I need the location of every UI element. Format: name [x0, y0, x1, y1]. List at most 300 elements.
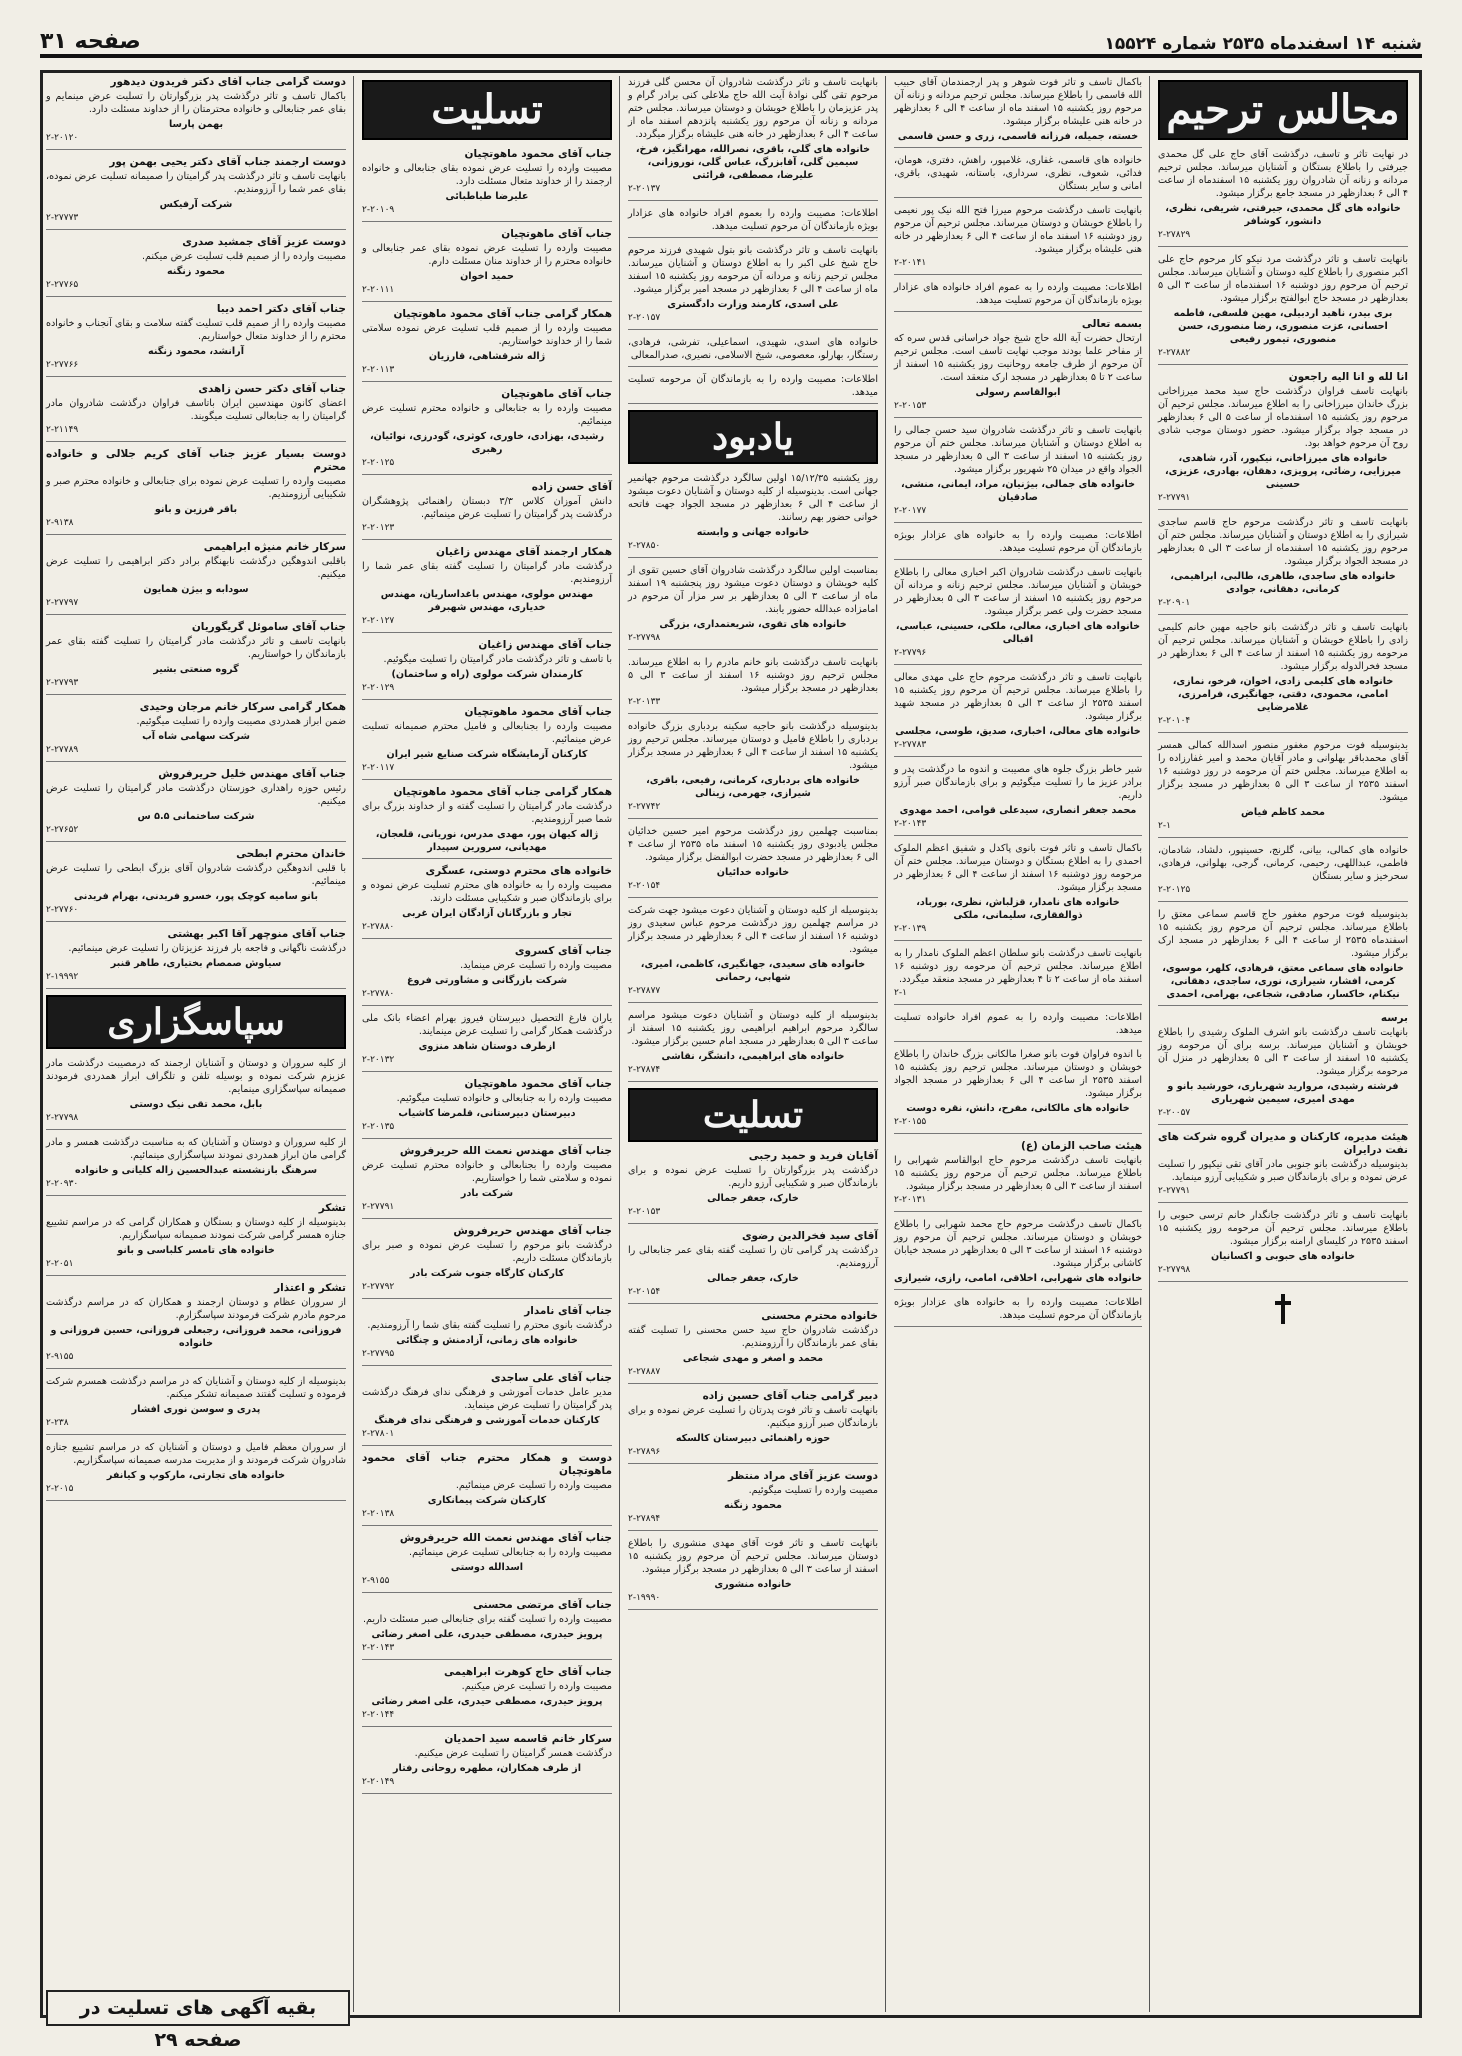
notice-signature: خانواده های ابراهیمی، دانشگر، نقاشی [661, 1051, 845, 1062]
notice-body: بانهایت تاسف و تاثر درگذشت بانو حاجیه مهین خانم کلیمی زادی را باطلاع خویشان و آشنایان میرساند. مجلس ترحیم آن مرحومه روز یکشنبه ۱۵ اسفند از ساعت ۴ الی ۶ بعدازظهر در مسجد فخرالدوله برگزار میشود. [1158, 622, 1409, 672]
notice [628, 1310, 878, 1384]
notice-title: جناب آقای مهندس زاغیان [478, 639, 612, 651]
notice-code: ۲-۲۷۸۹۴ [628, 1514, 661, 1524]
notice-code: ۲-۲۷۷۹۷ [46, 598, 79, 608]
notice-signature: ژاله شرقشاهی، قارزیان [428, 351, 546, 362]
issue-date: شنبه ۱۴ اسفندماه ۲۵۳۵ شماره ۱۵۵۲۴ [1104, 34, 1422, 54]
notice-code: ۲-۲۰۱۴۹ [362, 1777, 395, 1787]
notice-body: مدیر عامل خدمات آموزشی و فرهنگی ندای فرهنگ درگذشت پدر گرامیتان را تسلیت عرض مینماید. [362, 1387, 612, 1411]
notice-code: ۲-۲۰۱۳۱ [894, 1195, 927, 1205]
notice [362, 1372, 612, 1446]
notice [362, 1666, 612, 1727]
notice-body: اطلاعات: مصیبت وارده را به خانواده های عزادار بویژه بازماندگان آن مرحوم تسلیت میدهد. [894, 530, 1142, 554]
notice [628, 76, 878, 201]
notice-signature: اسدالله دوستی [450, 1562, 524, 1573]
notice [1158, 148, 1408, 247]
notice-body: بانهایت تاسف و تاثر درگذشت بانو بتول شهیدی فرزند مرحوم حاج شیخ علی اکبر را به اطلاع دوستان و آشنایان میرساند. مجلس ترحیم زنانه و مردانه آن مرحومه روز یکشنبه ۱۵ اسفند ماه از ساعت ۴ الی ۶ بعدازظهر در مسجد امیر برگزار میشود. [628, 245, 878, 295]
notice-code: ۲-۲۷۷۶۰ [46, 905, 79, 915]
notice-body: درگذشت پدر بزرگوارتان را تسلیت عرض نموده و برای بازماندگان صبر و شکیبایی آرزو داریم. [628, 1165, 878, 1189]
notice [894, 424, 1142, 523]
notice [46, 76, 346, 150]
notice-signature: خانواده های تجارتی، مارکوپ و کیانفر [106, 1470, 286, 1481]
notice-code: ۲-۲۷۸۸۲ [1158, 348, 1191, 358]
notice-signature: سرهنگ بازنشسته عبدالحسین زاله کلیانی و خانواده [74, 1165, 318, 1176]
notice-code: ۲-۲۷۸۹۶ [628, 1447, 661, 1457]
notice-signature: محمد جعفر انصاری، سیدعلی قوامی، احمد مهدوی [899, 805, 1137, 816]
notice-signature: خانواده های بردباری، کرمانی، رفیعی، باقری، شیرازی، جهرمی، زینالی [646, 775, 860, 799]
notice-signature: بابل، محمد تقی نیک دوستی [129, 1099, 263, 1110]
notice-signature: از طرف همکاران، مطهره روحانی رفتار [393, 1763, 581, 1774]
notice-body: بانهایت تاسف درگذشت شادروان اکبر اخباری معالی را باطلاع خویشان و آشنایان میرساند. مجلس ترحیم زنانه و مردانه آن مرحوم روز یکشنبه ۱۵ اسفند از ساعت ۳ الی ۵ بعدازظهر در مسجد حضرت ولی عصر برگزار میشود. [894, 567, 1142, 617]
notice-code: ۲-۲۷۷۸۹ [46, 745, 79, 755]
notice [628, 1537, 878, 1610]
notice-signature: سودابه و بیژن همایون [143, 584, 249, 595]
notice [894, 204, 1142, 275]
notice [362, 1012, 612, 1072]
notice-code: ۲-۹۱۳۸ [46, 518, 74, 528]
notice-code: ۲-۲۷۸۷۴ [628, 1065, 661, 1075]
notice-code: ۲-۲۷۷۴۲ [628, 802, 661, 812]
notice-body: بدینوسیله درگذشت بانو حاجیه سکینه بردباری بزرگ خانواده بردباری را باطلاع فامیل و دوستان میرساند. مجلس ترحیم روز یکشنبه ۱۵ اسفند از ساعت ۴ الی ۶ بعدازظهر در مسجد برگزار میشود. [628, 721, 878, 771]
notice-code: ۲-۲۰۱۳۸ [362, 1509, 395, 1519]
notice-code: ۲-۲۷۸۲۹ [1158, 230, 1191, 240]
notice-code: ۲-۲۷۷۹۳ [46, 678, 79, 688]
notice-body: شیر خاطر بزرگ جلوه های مصیبت و اندوه ما درگذشت پدر و برادر عزیز ما را تسلیت میگوئیم و برای بازماندگان صبر آرزو داریم. [894, 764, 1142, 801]
notice-body: بانهایت تاسف و تاثر درگذشت مرد نیکو کار مرحوم حاج علی اکبر منصوری را باطلاع کلیه دوستان و آشنایان میرساند. مجلس ترحیم آن مرحوم روز دوشنبه ۱۶ اسفندماه از ساعت ۳ الی ۵ بعدازظهر در مسجد حاج ابوالفتح برگزار میشود. [1158, 254, 1408, 304]
notice-code: ۲-۲۰۱۵۷ [628, 313, 661, 323]
notice-title: جناب آقای حاج کوهرت ابراهیمی [443, 1666, 612, 1678]
notice-title: همکار ارجمند آقای مهندس زاغیان [436, 546, 612, 558]
notice-title: هیئت صاحب الزمان (ع) [1021, 1140, 1142, 1152]
notice-title: دوست عزیز آقای مراد منتظر [727, 1470, 878, 1482]
notice-signature: فرشته رشیدی، مروارید شهریاری، خورشید بانو و مهدی امیری، سیمین شهریاری [1167, 1081, 1399, 1105]
notice [1158, 516, 1408, 615]
notice-signature: ژاله کیهان پور، مهدی مدرس، نوریانی، قلعجان، مهدیانی، سرورین سپیدار [375, 829, 599, 853]
banner-yadbud: یادبود [628, 410, 878, 464]
notice [894, 763, 1142, 836]
notice-title: همکار گرامی سرکار خانم مرجان وحیدی [139, 701, 346, 713]
notice-body: در نهایت تاثر و تاسف، درگذشت آقای حاج علی گل محمدی جیرفتی را باطلاع بستگان و آشنایان میرساند. مجلس ترحیم مردانه و زنانه آن شادروان روز یکشنبه ۱۵ اسفندماه از ساعت ۴ الی ۶ بعدازظهر در مسجد جامع برگزار میشود. [1158, 149, 1408, 199]
notice [894, 1011, 1142, 1042]
notice-body: اطلاعات: مصیبت وارده را بعموم افراد خانواده های عزادار بویژه بازماندگان آن مرحوم تسلیت میدهد. [628, 208, 878, 232]
notice-body: مصیبت وارده را از صمیم قلب تسلیت گفته سلامت و بقای آنجناب و خانواده محترم را از خداوند متعال خواستاریم. [46, 318, 346, 342]
notice-code: ۲-۲۷۶۵۲ [46, 825, 79, 835]
notice [362, 706, 612, 780]
notice-signature: بری بیدر، ناهید اردبیلی، مهین فلسفی، فاطمه احسانی، عزت منصوری، رضا منصوری، حسن منصوری، تیمور رفیعی [1173, 308, 1393, 345]
notice-body: بدینوسیله فوت مرحوم مغفور منصور اسدالله کمالی همسر آقای محمدباقر بهلوانی و مادر آقایان محمد و امیر غفارزاده را به اطلاع میرساند. مجلس ختم آن مرحومه در روز دوشنبه ۱۶ اسفند ۲۵۳۵ از ساعت ۳ الی ۵ بعدازظهر در مسجد برگزار میشود. [1158, 740, 1408, 803]
notice-body: یاران فارغ التحصیل دبیرستان فیروز بهرام اعضاء بانک ملی درگذشت همکار گرامی را تسلیت عرض مینمایند. [362, 1013, 612, 1037]
notice-body: با اندوه فراوان فوت بانو صغرا مالکانی بزرگ خاندان را باطلاع خویشان و دوستان میرساند. مجلس ترحیم روز یکشنبه ۱۵ اسفند ۲۵۳۵ از ساعت ۴ الی ۶ بعدازظهر در مسجد الجواد برگزار میشود. [894, 1049, 1142, 1099]
notice-title: جناب آقای ماهوتچیان [501, 388, 612, 400]
notice [362, 1305, 612, 1366]
notice-code: ۲-۲۰۱۵۳ [628, 1207, 661, 1217]
notice [362, 546, 612, 633]
notice-body: درگذشت همسر گرامیتان را تسلیت عرض میکنیم. [414, 1748, 612, 1759]
notice-body: مصیبت وارده را بجنابعالی و فامیل محترم صمیمانه تسلیت عرض مینمائیم. [362, 721, 612, 745]
banner-tasliyat: تسلیت [362, 80, 612, 140]
notice [628, 336, 878, 367]
notice [628, 564, 878, 650]
notice-code: ۲-۲۷۷۹۸ [628, 633, 661, 643]
notice-signature: محمود زنگنه [166, 266, 225, 277]
notice [362, 308, 612, 382]
notice-body: مصیبت وارده را تسلیت عرض مینماید. [460, 960, 612, 971]
notice [894, 76, 1142, 148]
notice-body: درگذشت ناگهانی و فاجعه بار فرزند عزیزتان را تسلیت عرض مینمائیم. [68, 943, 346, 954]
notice-body: مصیبت وارده را به خانواده های محترم تسلیت عرض نموده و برای بازماندگان صبر و شکیبایی مسئلت دارند. [362, 880, 612, 904]
notice-body: بانهایت تاسف و تاثر درگذشت پدر گرامیتان را صمیمانه تسلیت عرض نموده، بقای عمر شما را آرزومندیم. [46, 171, 346, 195]
notice-body: درگذشت بانوی محترم را تسلیت گفته بقای شما را آرزومندیم. [367, 1320, 612, 1331]
notice [46, 1057, 346, 1130]
notice [362, 1532, 612, 1593]
notice [362, 1452, 612, 1526]
notice-title: جناب آقای کسروی [514, 945, 612, 957]
notice-body: مصیبت وارده را تسلیت عرض نموده برای جنابعالی و خانواده محترم صبر و شکیبایی آرزومندیم. [46, 476, 346, 500]
notice-signature: خانواده های ساجدی، طاهری، طالبی، ابراهیمی، کرمانی، دهقانی، جوادی [1170, 571, 1396, 595]
notice-title: همکار گرامی جناب آقای محمود ماهوتچیان [393, 308, 612, 320]
notice-code: ۲-۲۷۷۶۶ [46, 360, 79, 370]
notice-title: خانواده محترم محسنی [761, 1310, 878, 1322]
notice [362, 945, 612, 1006]
cross-icon [1273, 1294, 1293, 1324]
notice-body: بانهایت تاسف درگذشت مرحوم حاج ابوالقاسم شهرابی را باطلاع میرساند. مجلس ترحیم آن مرحوم روز یکشنبه ۱۵ اسفند از ساعت ۳ الی ۵ بعدازظهر در مسجد برگزار میشود. [894, 1155, 1142, 1192]
notice-body: مصیبت وارده را تسلیت گفته برای جنابعالی صبر مسئلت داریم. [362, 1614, 612, 1625]
notice-body: بدینوسیله درگذشت بانو جنوبی مادر آقای تقی نیکپور را تسلیت عرض نموده و برای بازماندگان صبر و شکیبایی آرزو مینماید. [1158, 1159, 1408, 1183]
notice-signature: خانواده های معالی، اخباری، صدیق، طوسی، مجلسی [895, 726, 1141, 737]
notice-signature: خسته، جمیله، فرزانه قاسمی، زری و حسن قاسمی [897, 131, 1139, 142]
notice-signature: خانواده های نامدار، قزلباش، نظری، بورباد، ذوالفقاری، سلیمانی، ملکی [916, 897, 1120, 921]
notice-code: ۲-۲۷۷۹۶ [894, 648, 927, 658]
notice-code: ۲-۱ [1158, 821, 1171, 831]
notice-code: ۲-۲۰۱۳۳ [628, 697, 661, 707]
notice-code: ۲-۲۰۱۳۲ [362, 1055, 395, 1065]
notice-code: ۲-۲۰۱۰۹ [362, 205, 395, 215]
notice-code: ۲-۲۷۷۹۸ [1158, 1265, 1191, 1275]
notice [362, 786, 612, 859]
notice [362, 1733, 612, 1794]
notice [46, 383, 346, 442]
notice-code: ۲-۲۰۱۲۵ [362, 458, 395, 468]
notice-body: بانهایت تاسف درگذشت مرحوم میرزا فتح الله نیک پور نعیمی را باطلاع خویشان و دوستان میرساند. مجلس ترحیم آن مرحوم روز دوشنبه ۱۶ اسفند ماه از ساعت ۴ الی ۶ بعدازظهر در خانه هنی علیشاه برگزار میشود. [894, 205, 1142, 255]
notice [894, 1296, 1142, 1327]
notice-signature: شرکت ساختمانی ۵.۵ س [137, 811, 255, 822]
notice-signature: خانواده های سماعی معتق، فرهادی، کلهر، موسوی، کرمی، افشار، شیرازی، نوری، ساجدی، دهقانی، نیکنام، خاکسار، صادقی، شجاعی، بهرامی، احمدی [1162, 963, 1404, 1000]
notice-signature: خانواده های مالکانی، مفرح، دانش، نقره دوست [906, 1103, 1130, 1114]
notice-body: اطلاعات: مصیبت وارده را به بازماندگان آن مرحومه تسلیت میدهد. [628, 374, 878, 398]
notice-body: بانهایت تاسف درگذشت بانو خانم مادرم را به اطلاع میرساند. مجلس ترحیم روز دوشنبه ۱۶ اسفند از ساعت ۳ الی ۵ بعدازظهر در مسجد برگزار میشود. [628, 657, 879, 694]
notice-body: خانواده های اسدی، شهیدی، اسماعیلی، تفرشی، فرهادی، رستگار، بهارلو، معصومی، شیخ الاسلامی، نصیری، صدرالمعالی [628, 337, 878, 361]
notice-body: اعضای کانون مهندسین ایران باتاسف فراوان درگذشت شادروان مادر گرامیتان را به جنابعالی تسلیت میگویند. [46, 398, 346, 422]
notice [628, 1009, 878, 1082]
notice-signature: خانواده های سعیدی، جهانگیری، کاظمی، امیری، شهابی، رحمانی [640, 959, 866, 983]
notice-body: بدینوسیله فوت مرحوم مغفور حاج قاسم سماعی معتق را باطلاع میرساند. مجلس ترحیم آن مرحوم روز یکشنبه ۱۵ اسفندماه ۲۵۳۵ از ساعت ۴ الی ۶ بعدازظهر در مسجد ارک برگزار میشود. [1158, 909, 1408, 959]
notice-code: ۲-۱۹۹۹۲ [46, 972, 79, 982]
notice-body: با تاسف و تاثر درگذشت مادر گرامیتان را تسلیت میگوئیم. [383, 654, 612, 665]
notice-code: ۲-۲۰۱۳۵ [362, 1122, 395, 1132]
notice-signature: پرویز حیدری، مصطفی حیدری، علی اصغر رضائی [371, 1629, 603, 1640]
notice-code: ۲-۱ [894, 988, 907, 998]
notice-signature: خانواده های تقوی، شریعتمداری، بزرگی [659, 619, 847, 630]
notice-body: دانش آموزان کلاس ۳/۳ دبستان راهنمائی پژوهشگران درگذشت پدر گرامیتان را تسلیت عرض مینمائیم. [362, 496, 612, 520]
notice [628, 207, 878, 238]
notice [628, 825, 878, 898]
notice-signature: خانواده های زمانی، آزادمنش و چنگائی [396, 1335, 578, 1346]
notice-title: جناب آقای مرتضی محسنی [473, 1599, 612, 1611]
notice [894, 281, 1142, 312]
notice [628, 244, 878, 330]
notice-signature: ابوالقاسم رسولی [975, 387, 1061, 398]
notice-signature: باقر فرزین و بانو [154, 504, 238, 515]
notice [362, 388, 612, 475]
notice-title: دوست گرامی جناب آقای دکتر فریدون دیدهور [110, 76, 346, 88]
notice-code: ۲-۲۰۱۲۹ [362, 683, 395, 693]
notice-signature: خانواده منشوری [714, 1579, 792, 1590]
notice [46, 541, 346, 615]
notice-title: جناب آقای محمود ماهوتچیان [464, 706, 612, 718]
notice-body: بانهایت تاسف و تاثر درگذشت مرحوم حاج قاسم ساجدی شیرازی را به اطلاع دوستان و آشنایان میرساند. مجلس ختم آن مرحوم روز یکشنبه ۱۵ اسفندماه از ساعت ۳ الی ۵ بعدازظهر در مسجد الجواد برگزار میشود. [1158, 517, 1408, 567]
notice-signature: رشیدی، بهزادی، خاوری، کوثری، گودرزی، نوائیان، رهبری [369, 431, 604, 455]
notice-code: ۲-۲۰۱۳۷ [628, 184, 661, 194]
notice [362, 639, 612, 700]
notice-code: ۲-۲۷۷۹۲ [362, 1282, 395, 1292]
notice [362, 865, 612, 939]
notice [894, 566, 1142, 665]
notice-code: ۲-۲۷۸۸۰ [362, 922, 395, 932]
notice-code: ۲-۲۰۰۵۷ [1158, 1108, 1191, 1118]
notice-code: ۲-۲۷۸۷۷ [628, 986, 661, 996]
page-number: صفحه ۳۱ [40, 29, 141, 54]
notice-body: بانهایت تاسف و تاثر درگذشت شادروان سید حسن جمالی را به اطلاع دوستان و آشنایان میرساند. مجلس ختم آن مرحوم روز یکشنبه ۱۵ اسفند از ساعت ۳ الی ۵ بعدازظهر در مسجد الجواد واقع در میدان ۲۵ شهریور برگزار میشود. [894, 425, 1143, 475]
notice-title: جناب آقای دکتر احمد دیبا [216, 303, 346, 315]
notice-title: همکار گرامی جناب آقای محمود ماهوتچیان [393, 786, 612, 798]
notice [46, 1136, 346, 1196]
notice-signature: علی اسدی، کارمند وزارت دادگستری [667, 299, 839, 310]
notice-body: مصیبت وارده را تسلیت عرض مینمائیم. [455, 1480, 612, 1491]
notice-body: بانهایت تاسف درگذشت بانو سلطان اعظم الملوک نامدار را به اطلاع میرساند. مجلس ترحیم آن مرحومه روز دوشنبه ۱۶ اسفند ماه از ساعت ۲ تا ۴ بعدازظهر در مسجد منعقد میگردد. [894, 948, 1142, 985]
notice-signature: کارکنان آزمایشگاه شرکت صنایع شیر ایران [386, 749, 588, 760]
notice-signature: خارک، جعفر جمالی [707, 1273, 799, 1284]
notice-title: جناب آقای منوچهر آقا اکبر بهشتی [167, 928, 346, 940]
column-4 [356, 76, 618, 2012]
notice-body: مصیبت وارده را از صمیم قلب تسلیت عرض نموده سلامتی شما را از خداوند خواستاریم. [362, 323, 612, 347]
notice [1158, 844, 1408, 902]
notice-body: رئیس حوزه راهداری خوزستان درگذشت مادر گرامیتان را تسلیت عرض میکنیم. [46, 783, 346, 807]
notice-body: بمناسبت چهلمین روز درگذشت مرحوم امیر حسین خدائیان مجلس یادبودی روز یکشنبه ۱۵ اسفند ماه ۲۵۳۵ از ساعت ۴ الی ۶ بعدازظهر در مسجد حضرت ابوالفضل برگزار میشود. [628, 826, 878, 863]
notice [46, 621, 346, 695]
notice-code: ۲-۲۷۷۸۰ [362, 989, 395, 999]
notice-body: مصیبت وارده را به جنابعالی تسلیت عرض مینمائیم. [409, 1547, 612, 1558]
notice-code: ۲-۲۷۸۰۱ [362, 1429, 395, 1439]
notice-title: سرکار خانم قاسمه سید احمدیان [444, 1733, 612, 1745]
notice-body: اطلاعات: مصیبت وارده را به خانواده های عزادار بویژه بازماندگان آن مرحوم تسلیت میدهد. [894, 1297, 1142, 1321]
notice-body: بدینوسیله از کلیه دوستان و آشنایان که در مراسم درگذشت همسرم شرکت فرموده و تسلیت گفتند صمیمانه تشکر میکنم. [46, 1376, 346, 1400]
notice [1158, 621, 1408, 733]
notice-signature: مهندس مولوی، مهندس باغداساریان، مهندس خدیاری، مهندس شهبرفر [380, 589, 594, 613]
notice [46, 1441, 346, 1501]
notice-signature: خانواده های اخباری، معالی، ملکی، حسینی، عباسی، اقبالی [895, 621, 1141, 645]
notice-signature: پدری و سوسن نوری افشار [131, 1404, 261, 1415]
notice-body: بانهایت تاسف و تاثر درگذشت شادروان آن محسن گلی فرزند مرحوم تقی گلی نوادهٔ آیت الله حاج ملاعلی کنی برادر گرام و پدر عزیزمان را باطلاع خویشان و دوستان میرساند. مجلس ختم مردانه و زنانه آن مرحوم روز یکشنبه پانزدهم اسفند ماه از ساعت ۴ الی ۶ بعدازظهر در خانه هنی علیشاه برگزار میگردد. [628, 77, 878, 140]
notice-code: ۲-۲۰۱۱۷ [362, 763, 395, 773]
notice [894, 1218, 1142, 1290]
notice-title: انا لله و انا الیه راجعون [1288, 371, 1408, 383]
notice-code: ۲-۲۰۱۲۵ [1158, 885, 1191, 895]
notice [362, 148, 612, 222]
notice [628, 472, 878, 558]
notice [628, 720, 878, 819]
notice-body: باکمال تاسف و تاثر درگذشت پدر بزرگوارتان را تسلیت عرض مینمایم و بقای عمر جنابعالی و خانواده محترمتان را از خداوند مسئلت دارد. [46, 91, 346, 115]
notice [1158, 253, 1408, 365]
notice-signature: بانو سامیه کوچک پور، خسرو فریدنی، بهرام فریدنی [74, 891, 318, 902]
notice [46, 156, 346, 230]
notice [362, 1599, 612, 1660]
notice-signature: حوزه راهنمائی دبیرستان کالسکه [675, 1433, 831, 1444]
notice-code: ۲-۲۷۷۹۱ [1158, 1186, 1191, 1196]
notice [628, 1470, 878, 1531]
notice [46, 848, 346, 922]
banner-sepasgozari: سپاسگزاری [46, 995, 346, 1049]
notice-signature: خانواده های جمالی، بیژنیان، مراد، ایمانی، منشی، صادقیان [900, 479, 1136, 503]
notice-signature: خانواده های گلی، باقری، نصرالله، مهرانگیز، فرخ، سیمین گلی، آقابزرگ، عباس گلی، نوروزانی، علیرضا، مصطفی، قرائتی [635, 144, 871, 181]
notice-code: ۲-۲۰۱۱۳ [362, 365, 395, 375]
notice-signature: دبیرستان دبیرستانی، قلمرضا کاشیاب [398, 1108, 576, 1119]
column-1 [1152, 76, 1414, 2012]
notice-title: سرکار خانم منیژه ابراهیمی [203, 541, 346, 553]
notice-signature: خانواده های کلیمی زادی، اخوان، فرخو، نمازی، امامی، محمودی، دقتی، جهانگیری، فرامرزی، غلامرضایی [1172, 676, 1394, 713]
notice-code: ۲-۲۰۹۰۱ [1158, 598, 1191, 608]
notice [1158, 1209, 1408, 1282]
notice-signature: خارک، جعفر جمالی [707, 1193, 799, 1204]
notice [894, 1140, 1142, 1212]
notice [894, 947, 1142, 1005]
notice-code: ۲-۲۰۱۴۳ [362, 1643, 395, 1653]
notice [894, 529, 1142, 560]
notice-code: ۲-۹۱۵۵ [46, 1352, 74, 1362]
notice-title: خانواده های محترم دوستی، عسگری [425, 865, 612, 877]
notice [894, 154, 1142, 198]
notice-signature: خانواده های تامسر کلباسی و بانو [117, 1245, 275, 1256]
notice-body: بدینوسیله از کلیه دوستان و بستگان و همکاران گرامی که در مراسم تشییع جنازه همسر گرامی شرکت نمودند صمیمانه سپاسگزاریم. [46, 1217, 346, 1241]
notice-code: ۲-۲۰۱۷۷ [894, 506, 927, 516]
notice-signature: فروزانی، محمد فروزانی، رجبعلی فروزانی، حسین فروزانی و خانواده [50, 1325, 342, 1349]
notice-signature: سیاوش صمصام بختیاری، طاهر قنبر [110, 958, 282, 969]
notice [46, 928, 346, 989]
notice-code: ۲-۲۰۱۵۳ [894, 401, 927, 411]
notice-title: هیئت مدیره، کارکنان و مدیران گروه شرکت های نفت درایران [1158, 1131, 1408, 1156]
notice-body: بدینوسیله از کلیه دوستان و آشنایان دعوت میشود مراسم سالگرد مرحوم ابراهیم ابراهیمی روز یکشنبه ۱۵ اسفند از ساعت ۳ الی ۵ بعدازظهر در مسجد امام حسین برگزار میشود. [628, 1010, 878, 1047]
notice-code: ۲-۹۱۵۵ [362, 1576, 390, 1586]
notice-code: ۲-۲۰۱۲۷ [362, 616, 395, 626]
notice-body: بانهایت تاسف فراوان درگذشت حاج سید محمد میرزاخانی بزرگ خاندان میرزاخانی را به اطلاع میرساند. مجلس ترحیم آن مرحوم روز یکشنبه ۱۵ اسفندماه از ساعت ۵ الی ۶ بعدازظهر در مسجد جواد برگزار میشود. حضور دوستان موجب شادی روح آن مرحوم خواهد بود. [1158, 386, 1408, 449]
notice-signature: محمد و اصغر و مهدی شجاعی [682, 1353, 824, 1364]
notice [1158, 1012, 1408, 1125]
notice-code: ۲-۲۰۱۴۱ [894, 258, 927, 268]
notice-signature: شرکت سهامی شاه آب [142, 731, 250, 742]
notice-body: مصیبت وارده را بجنابعالی و خانواده محترم تسلیت عرض نموده و سلامتی شما را خواستاریم. [362, 1160, 612, 1184]
notice-title: جناب آقای ساموئل گریگوریان [191, 621, 346, 633]
notice-code: ۲-۲۷۸۸۷ [628, 1367, 661, 1377]
notice-title: آقای سید فخرالدین رضوی [741, 1230, 878, 1242]
notice-body: بانهایت تاسف و تاثر فوت پدرتان را تسلیت عرض نموده و برای بازماندگان صبر آرزو میکنیم. [628, 1405, 878, 1429]
notice-code: ۲-۱۹۹۹۰ [628, 1593, 661, 1603]
notice-body: درگذشت شادروان حاج سید حسن محسنی را تسلیت گفته بقای عمر بازماندگان را آرزومندیم. [628, 1325, 878, 1349]
notice-signature: کارکنان کارگاه جنوب شرکت بادر [409, 1268, 565, 1279]
notice [46, 1282, 346, 1369]
notice-signature: شرکت آرفیکس [159, 199, 233, 210]
notice-signature: خانواده خدائیان [716, 867, 790, 878]
notice [46, 236, 346, 297]
notice-title: تشکر و اعتذار [274, 1282, 346, 1294]
notice-body: از کلیه سروران و دوستان و آشنایان ارجمند که درمصیبت درگذشت مادر عزیزم شرکت نموده و بوسیله تلفن و تلگراف ابراز همدردی فرمودند صمیمانه سپاسگزاری مینمایم. [46, 1058, 346, 1095]
notice-title: بسمه تعالی [1081, 318, 1142, 330]
notice-body: بانهایت تاسف و تاثر درگذشت مادر گرامیتان را تسلیت گفته بقای عمر بازماندگان را خواستاریم. [46, 636, 346, 660]
notice [894, 318, 1142, 418]
notice-code: ۲-۲۷۷۹۱ [362, 1202, 395, 1212]
notice [46, 303, 346, 377]
notice-body: بانهایت تاسف و تاثر فوت آقای مهدی منشوری را باطلاع دوستان میرساند. مجلس ترحیم آن مرحوم روز یکشنبه ۱۵ اسفند از ساعت ۳ الی ۵ بعدازظهر در مسجد برگزار میشود. [628, 1538, 878, 1575]
notice [46, 701, 346, 762]
banner-tasliyat-2: تسلیت [628, 1088, 878, 1142]
notice [628, 373, 878, 404]
notice [362, 1145, 612, 1219]
notice-body: بانهایت تاسف درگذشت بانو اشرف الملوک رشیدی را باطلاع خویشان و آشنایان میرساند. برسه برای آن مرحومه روز یکشنبه ۱۵ اسفند از ساعت ۳ الی ۵ بعدازظهر در منزل آن مرحومه برگزار میشود. [1158, 1027, 1409, 1077]
notice-title: دوست ارجمند جناب آقای دکتر یحیی بهمن پور [109, 156, 346, 168]
notice [894, 1048, 1142, 1134]
notice-body: بدینوسیله از کلیه دوستان و آشنایان دعوت میشود جهت شرکت در مراسم چهلمین روز درگذشت مرحوم عباس سعیدی روز دوشنبه ۱۶ اسفند از ساعت ۴ الی ۶ بعدازظهر در مسجد برگزار میشود. [628, 905, 879, 955]
notice-signature: محمد کاظم فیاض [1241, 807, 1325, 818]
notice-signature: کارکنان خدمات آموزشی و فرهنگی ندای فرهنگ [374, 1415, 600, 1426]
column-3 [622, 76, 884, 2012]
notice-body: اطلاعات: مصیبت وارده را به عموم افراد خانواده های عزادار بویژه بازماندگان آن مرحوم تسلیت میدهد. [894, 282, 1142, 306]
notice-title: جناب آقای مهندس حریرفروش [453, 1225, 612, 1237]
notice-signature: خانواده های گل محمدی، جیرفتی، شریفی، نظری، دانشور، کوشافر [1165, 203, 1401, 227]
notice-body: از کلیه سروران و دوستان و آشنایان که به مناسبت درگذشت همسر و مادر گرامی مان ابراز همدردی نمودند سپاسگزاری مینمائیم. [46, 1137, 346, 1161]
notice [46, 1375, 346, 1435]
notice-title: جناب آقای دکتر حسن زاهدی [198, 383, 346, 395]
notice-code: ۲-۲۷۸۵۰ [628, 541, 661, 551]
notice-title: برسه [1380, 1012, 1408, 1024]
notice-title: دوست عزیز آقای جمشید صدری [182, 236, 346, 248]
notice-code: ۲-۲۰۱۲۳ [362, 523, 395, 533]
notice-body: خانواده های قاسمی، غفاری، غلامپور، راهش، دفتری، هومان، فدائی، شعوف، نظری، سرداری، باستانه، شهیدی، باقری، امانی و سایر بستگان [894, 155, 1142, 192]
notice-code: ۲-۲۰۱۳۹ [894, 924, 927, 934]
notice-signature: خانواده جهانی و وابسته [696, 527, 810, 538]
notice-body: مصیبت وارده را به جنابعالی و خانواده تسلیت میگوئیم. [396, 1093, 612, 1104]
notice-body: بانهایت تاسف و تاثر درگذشت جانگدار خانم ترسی حبوبی را باطلاع میرساند. مجلس ترحیم آن مرحومه روز یکشنبه ۱۵ اسفند ۲۵۳۵ در کلیسای ارامنه برگزار میشود. [1158, 1210, 1408, 1247]
notice-code: ۲-۲۰۱۱۱ [362, 285, 395, 295]
notice [628, 1230, 878, 1304]
notice-code: ۲-۲۷۷۹۱ [1158, 493, 1191, 503]
notice-body: روز یکشنبه ۱۵/۱۲/۳۵ اولین سالگرد درگذشت مرحوم جهانمیر جهانی است. بدینوسیله از کلیه دوستان و آشنایان دعوت میشود از ساعت ۴ الی ۶ بعدازظهر در مسجد الجواد جهت فاتحه خوانی حضور بهم رسانند. [628, 473, 878, 523]
notice-body: ارتحال حضرت آیة الله حاج شیخ جواد خراسانی قدس سره که از مفاخر علما بودند موجب نهایت تاسف است. مجلس ترحیم آن مرحوم از طرف جامعه روحانیت روز یکشنبه ۱۵ اسفند از ساعت ۲ تا ۵ بعدازظهر در مسجد ارک منعقد است. [894, 333, 1142, 383]
notice-code: ۲-۲۰۱۵۴ [628, 881, 661, 891]
notice-title: جناب آقای نامدار [524, 1305, 612, 1317]
notice-body: با قلبی اندوهگین درگذشت شادروان آقای بزرگ ابطحی را تسلیت عرض مینمائیم. [46, 863, 346, 887]
notice [46, 448, 346, 535]
notice-title: تشکر [318, 1202, 346, 1214]
notice-code: ۲-۲۷۷۶۵ [46, 280, 79, 290]
notice-signature: حمید اخوان [460, 271, 514, 282]
notice-title: جناب آقای محمود ماهوتچیان [464, 148, 612, 160]
notice-code: ۲-۲۰۹۳۰ [46, 1179, 79, 1189]
notice-code: ۲-۲۰۱۵۴ [628, 1287, 661, 1297]
notice [628, 904, 878, 1003]
notice [1158, 371, 1408, 510]
notice [894, 842, 1142, 941]
notice-code: ۲-۲۳۸ [46, 1418, 69, 1428]
notice [628, 656, 878, 714]
page-header [40, 28, 1422, 58]
